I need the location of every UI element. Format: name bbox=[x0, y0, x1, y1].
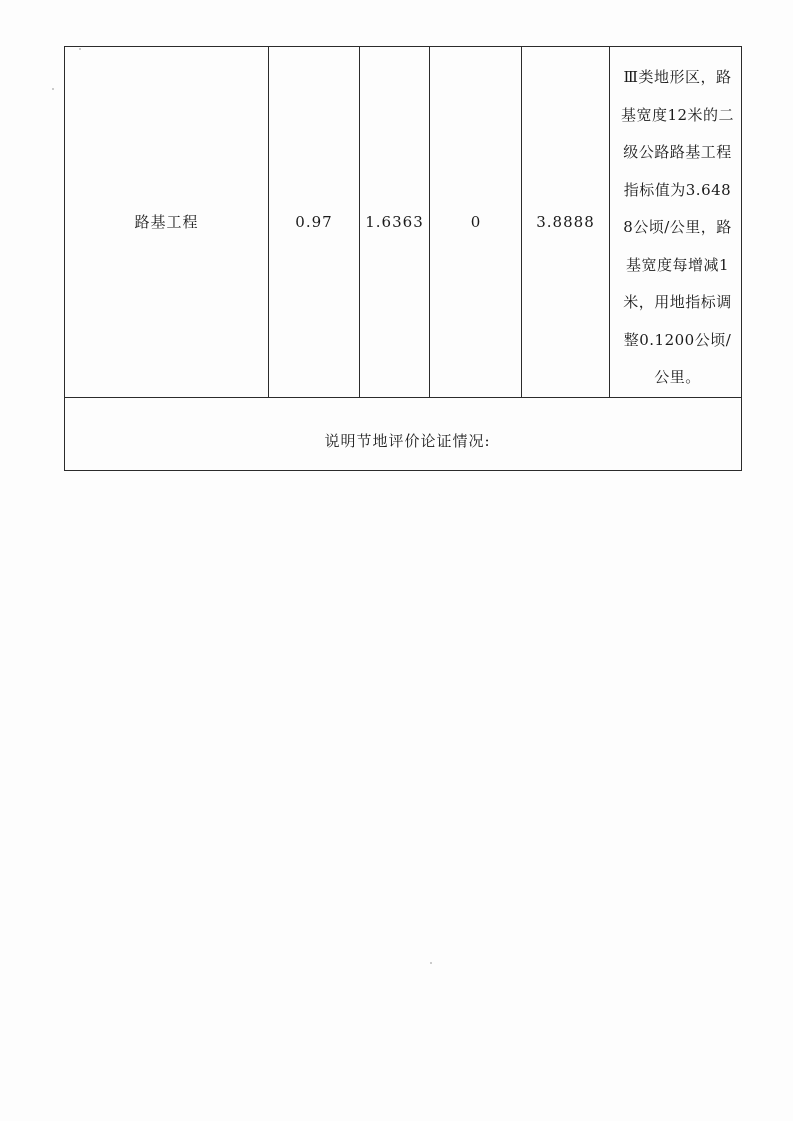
scan-speck bbox=[52, 88, 54, 90]
land-use-table bbox=[64, 46, 742, 471]
note-cell bbox=[610, 47, 742, 398]
note-text: Ⅲ类地形区，路基宽度12米的二级公路路基工程指标值为3.6488公顷/公里，路基宽度每增减1米，用地指标调整0.1200公顷/公里。 bbox=[620, 68, 735, 386]
value-cell-3: 0 bbox=[430, 47, 522, 398]
remark-row bbox=[65, 397, 742, 470]
item-name-cell: 路基工程 bbox=[65, 47, 269, 398]
value-cell-2: 1.6363 bbox=[360, 47, 430, 398]
scan-speck bbox=[430, 962, 432, 964]
value-cell-4: 3.8888 bbox=[522, 47, 610, 398]
remark-cell bbox=[65, 397, 742, 470]
remark-label: 说明节地评价论证情况: bbox=[324, 432, 491, 450]
value-cell-1: 0.97 bbox=[269, 47, 360, 398]
table-row bbox=[65, 47, 742, 398]
